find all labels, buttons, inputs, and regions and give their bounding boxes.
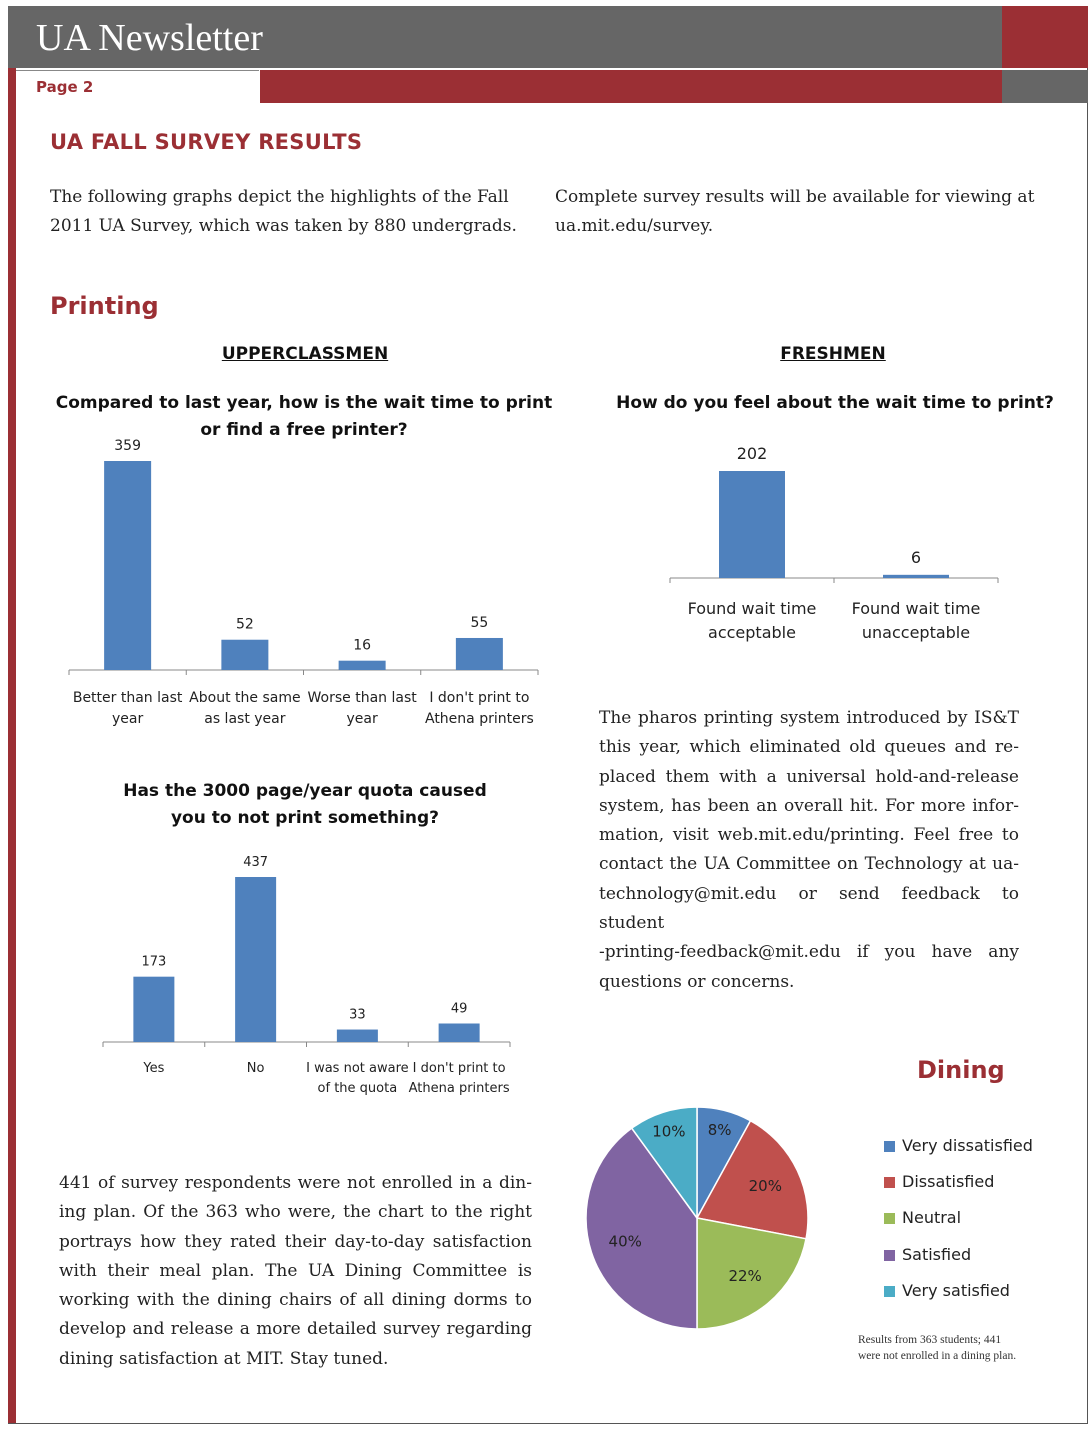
category-label: year — [112, 711, 144, 727]
pie-label: 40% — [608, 1232, 642, 1251]
pie-label: 8% — [707, 1120, 732, 1139]
data-label: 33 — [349, 1007, 366, 1023]
legend-swatch — [884, 1250, 895, 1261]
data-label: 49 — [450, 1001, 468, 1017]
intro-right-line: ua.mit.edu/survey. — [555, 216, 714, 237]
data-label: 173 — [141, 954, 167, 970]
pie-label: 20% — [748, 1176, 782, 1195]
paragraph-line: ing plan. Of the 363 who were, the chart to the right — [59, 1202, 532, 1223]
legend-swatch — [884, 1177, 895, 1188]
legend-label: Very satisfied — [902, 1281, 1010, 1300]
upperclassmen-heading: UPPERCLASSMEN — [221, 344, 389, 364]
category-label: Worse than last — [307, 690, 417, 706]
intro-right-line: Complete survey results will be available for viewing at — [555, 187, 1035, 207]
footnote-line: were not enrolled in a dining plan. — [858, 1350, 1017, 1362]
category-label: acceptable — [708, 623, 796, 642]
paragraph-line: 441 of survey respondents were not enrolled in a din- — [59, 1173, 532, 1193]
paragraph-line: dining satisfaction at MIT. Stay tuned. — [59, 1348, 389, 1369]
chart-title-line: you to not print something? — [170, 808, 440, 828]
legend-label: Dissatisfied — [902, 1172, 995, 1191]
data-label: 52 — [235, 616, 254, 633]
survey-heading: UA FALL SURVEY RESULTS — [50, 130, 363, 154]
footnote-line: Results from 363 students; 441 — [858, 1334, 1002, 1346]
legend-item — [884, 1281, 1084, 1303]
legend-item — [884, 1136, 1084, 1158]
category-label: unacceptable — [861, 623, 971, 642]
category-label: I don't print to — [429, 690, 530, 706]
legend-swatch — [884, 1286, 895, 1297]
newsletter-title: UA Newsletter — [36, 17, 263, 59]
paragraph-line: system, has been an overall hit. For more infor- — [599, 795, 1019, 816]
data-label: 202 — [736, 444, 768, 463]
page-number: Page 2 — [36, 78, 94, 96]
category-label: year — [346, 711, 378, 727]
category-label: Found wait time — [687, 599, 817, 618]
paragraph-line: contact the UA Committee on Technology at ua- — [599, 854, 1019, 875]
category-label: Found wait time — [851, 599, 981, 618]
paragraph-line: portrays how they rated their day-to-day satisfaction — [59, 1231, 532, 1252]
chart-title-line: How do you feel about the wait time to print? — [616, 393, 1054, 413]
paragraph-line: develop and release a more detailed survey regarding — [59, 1319, 532, 1340]
category-label: as last year — [204, 711, 286, 727]
category-label: Athena printers — [424, 711, 534, 727]
printing-heading: Printing — [50, 292, 159, 320]
paragraph-line: this year, which eliminated old queues and re- — [599, 737, 1019, 758]
pie-footnote — [858, 1332, 1068, 1364]
category-label: of the quota — [317, 1081, 398, 1096]
chart-title-line: or find a free printer? — [200, 420, 408, 440]
pie-label: 22% — [728, 1267, 762, 1286]
category-label: I was not aware — [306, 1061, 409, 1076]
intro-left-line: The following graphs depict the highlights of the Fall — [50, 187, 509, 207]
legend-item — [884, 1245, 1084, 1267]
paragraph-line: mation, visit web.mit.edu/printing. Feel free to — [599, 825, 1019, 846]
paragraph-line: with their meal plan. The UA Dining Committee is — [59, 1260, 532, 1281]
legend-item — [884, 1208, 1084, 1230]
category-label: No — [246, 1061, 265, 1076]
chart-title-line: Compared to last year, how is the wait time to print — [55, 393, 553, 413]
data-label: 437 — [243, 855, 269, 870]
category-label: About the same — [189, 690, 301, 706]
category-label: I don't print to — [412, 1061, 506, 1076]
paragraph-line: The pharos printing system introduced by IS&T — [599, 708, 1019, 728]
chart-title-line: Has the 3000 page/year quota caused — [123, 781, 487, 801]
freshmen-heading: FRESHMEN — [780, 344, 886, 364]
legend-item — [884, 1172, 1084, 1194]
paragraph-line: working with the dining chairs of all dining dorms to — [59, 1290, 532, 1311]
category-label: Better than last — [72, 690, 183, 706]
data-label: 55 — [470, 614, 489, 631]
legend-label: Satisfied — [902, 1245, 972, 1264]
category-label: Athena printers — [408, 1081, 510, 1096]
paragraph-line: questions or concerns. — [599, 971, 795, 992]
category-label: Yes — [143, 1061, 165, 1076]
legend-label: Very dissatisfied — [902, 1136, 1033, 1155]
data-label: 6 — [910, 547, 922, 567]
legend-swatch — [884, 1213, 895, 1224]
dining-heading: Dining — [917, 1056, 1005, 1084]
paragraph-line: -printing-feedback@mit.edu if you have any — [599, 942, 1019, 963]
paragraph-line: technology@mit.edu or send feedback to student — [599, 883, 1019, 934]
data-label: 359 — [114, 438, 141, 454]
intro-left-line: 2011 UA Survey, which was taken by 880 undergrads. — [50, 216, 517, 237]
data-label: 16 — [353, 637, 372, 654]
pie-label: 10% — [652, 1122, 686, 1141]
legend-label: Neutral — [902, 1208, 962, 1227]
legend-swatch — [884, 1141, 895, 1152]
paragraph-line: placed them with a universal hold-and-release — [599, 766, 1019, 787]
